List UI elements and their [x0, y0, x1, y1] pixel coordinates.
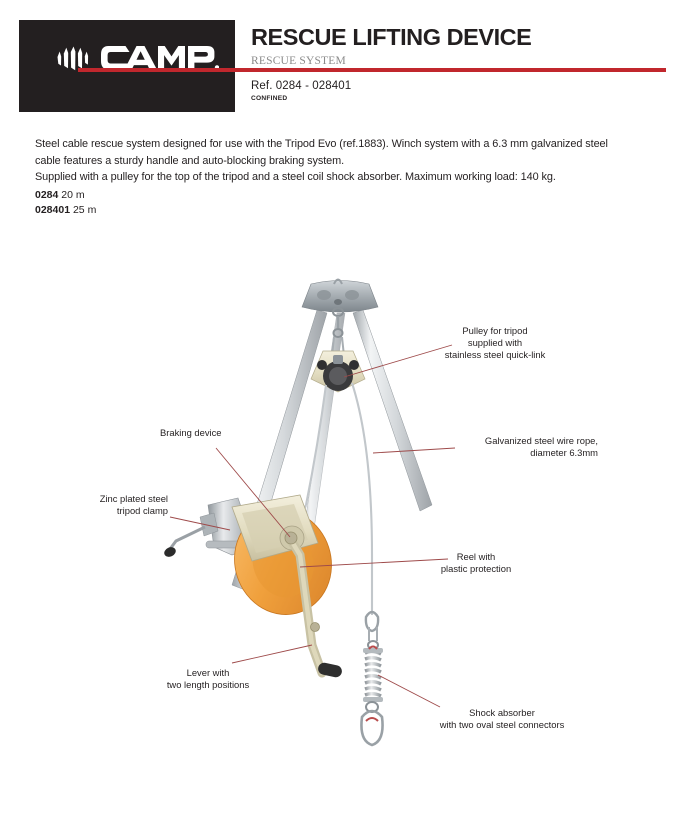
tripod-head [302, 280, 378, 317]
page-title: RESCUE LIFTING DEVICE [251, 24, 532, 50]
callout-line: with two oval steel connectors [439, 719, 565, 731]
variant-length: 25 m [72, 204, 97, 216]
leader-lever [232, 645, 312, 663]
callout-line: stainless steel quick-link [444, 349, 546, 361]
description-line: Supplied with a pulley for the top of the tripod and a steel coil shock absorber. Maximum working load: 140 kg. [35, 171, 556, 183]
callout-wire-rope [418, 435, 598, 459]
variant-code: 028401 [35, 204, 71, 216]
callout-line: Reel with [456, 551, 496, 562]
callout-line: tripod clamp [116, 505, 168, 517]
shock-absorber [361, 612, 383, 745]
coil-spring [365, 652, 381, 696]
winch-assembly [163, 495, 345, 678]
callout-line: Pulley for tripod [462, 325, 528, 336]
callout-line: two length positions [166, 679, 250, 691]
callout-lever [118, 667, 298, 691]
callout-shock-absorber [393, 707, 611, 731]
variant-code: 0284 [35, 189, 59, 201]
leader-shock-absorber [378, 675, 440, 707]
callout-tripod-clamp [28, 493, 168, 517]
callout-line: plastic protection [440, 563, 512, 575]
description-line: Steel cable rescue system designed for use with the Tripod Evo (ref.1883). Winch system with a 6.3 mm galvanized steel [35, 138, 608, 150]
brand-logo-box [19, 20, 235, 112]
callout-line: Lever with [186, 667, 230, 678]
callout-pulley [400, 325, 590, 362]
variant-list [35, 188, 96, 218]
callout-reel [395, 551, 557, 575]
callout-line: Braking device [160, 427, 222, 438]
callout-line: Galvanized steel wire rope, [484, 435, 598, 446]
product-reference: Ref. 0284 - 028401 [251, 80, 352, 92]
product-illustration [0, 255, 678, 785]
title-block [251, 26, 671, 67]
description-line: cable features a sturdy handle and auto-blocking braking system. [35, 154, 345, 167]
pulley [311, 351, 365, 392]
callout-line: diameter 6.3mm [530, 447, 598, 459]
variant-row [35, 203, 96, 218]
callout-line: Zinc plated steel [99, 493, 168, 504]
callout-line: Shock absorber [469, 707, 535, 718]
variant-length: 20 m [61, 189, 85, 201]
accent-rule [78, 68, 666, 72]
product-category-label: CONFINED [251, 95, 288, 102]
variant-row [35, 188, 96, 203]
callout-line: supplied with [467, 337, 523, 349]
page-header [0, 0, 678, 120]
product-family-label: RESCUE SYSTEM [251, 54, 346, 67]
product-description [35, 136, 663, 186]
callout-braking-device [160, 427, 320, 439]
